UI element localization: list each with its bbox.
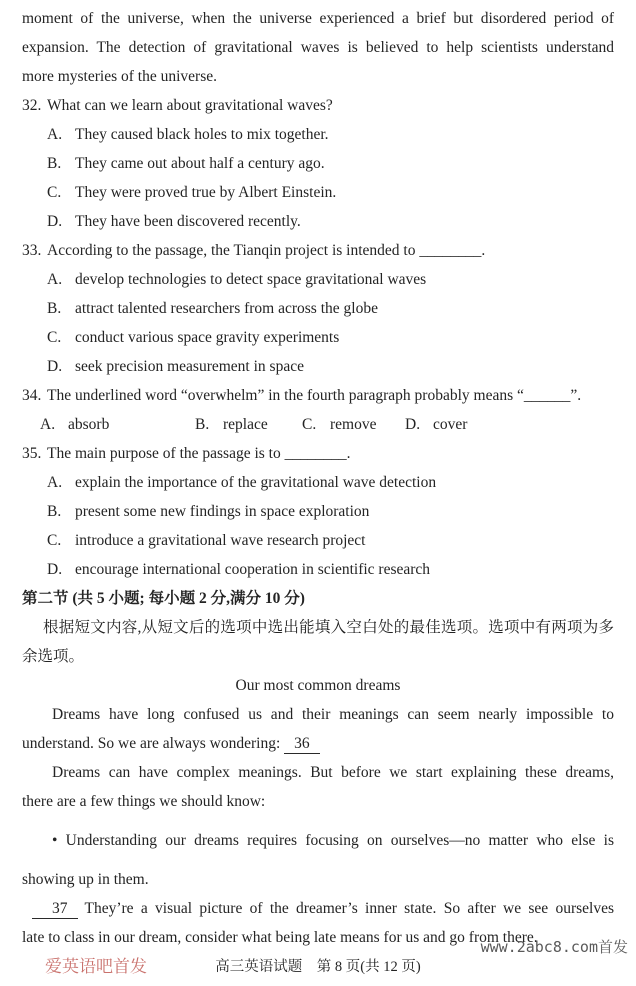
option-text: cover	[433, 416, 468, 433]
option-text: seek precision measurement in space	[75, 358, 304, 375]
footer-watermark-right: www.2abc8.com首发	[480, 938, 628, 956]
cloze-line: Dreams have long confused us and their meanings can seem nearly impossible to	[52, 706, 614, 723]
question-number: 35.	[22, 445, 42, 462]
option-text: They came out about half a century ago.	[75, 155, 325, 172]
cloze-line-text: understand. So we are always wondering:	[22, 735, 281, 752]
cloze-line: late to class in our dream, consider what being late means for us and go from there.	[22, 929, 538, 946]
footer-page-number: 高三英语试题 第 8 页(共 12 页)	[215, 959, 421, 975]
cloze-line: showing up in them.	[22, 871, 149, 888]
question-32	[22, 91, 614, 236]
cloze-bullet-line: • Understanding our dreams requires focusing on ourselves—no matter who else is	[52, 832, 614, 849]
option-label: A.	[47, 126, 63, 143]
option-label: B.	[47, 503, 62, 520]
option-c	[22, 178, 614, 207]
blank-37: 37	[32, 899, 78, 919]
option-a	[22, 468, 614, 497]
option-text: remove	[330, 416, 377, 433]
option-label: C.	[47, 184, 62, 201]
option-d	[22, 555, 614, 584]
section-heading: 第二节 (共 5 小题; 每小题 2 分,满分 10 分)	[22, 590, 305, 607]
option-text: explain the importance of the gravitational wave detection	[75, 474, 437, 491]
question-stem	[22, 439, 614, 468]
cloze-title: Our most common dreams	[235, 677, 401, 694]
option-text: present some new findings in space exploration	[75, 503, 370, 520]
option-a	[40, 410, 195, 439]
question-stem-text: The main purpose of the passage is to ________.	[47, 445, 351, 462]
option-b	[22, 497, 614, 526]
option-label: C.	[47, 329, 62, 346]
option-label: B.	[195, 416, 210, 433]
option-label: C.	[47, 532, 62, 549]
option-label: B.	[47, 155, 62, 172]
option-b	[195, 410, 302, 439]
page-footer	[0, 936, 636, 986]
option-label: D.	[47, 213, 63, 230]
question-stem	[22, 236, 614, 265]
option-label: D.	[405, 416, 421, 433]
option-text: absorb	[68, 416, 110, 433]
option-text: conduct various space gravity experiments	[75, 329, 340, 346]
question-number: 34.	[22, 387, 42, 404]
cloze-line	[22, 894, 614, 923]
option-label: A.	[40, 416, 56, 433]
option-d	[22, 207, 614, 236]
passage-paragraph	[22, 4, 614, 91]
question-stem-text: The underlined word “overwhelm” in the fourth paragraph probably means “______”.	[47, 387, 582, 404]
passage-line: moment of the universe, when the universe experienced a brief but disordered period of	[22, 10, 614, 27]
option-text: They were proved true by Albert Einstein.	[75, 184, 337, 201]
option-d	[405, 410, 614, 439]
question-stem-text: What can we learn about gravitational waves?	[47, 97, 333, 114]
section-instruction-line: 余选项。	[22, 648, 85, 665]
cloze-passage	[22, 671, 614, 952]
option-b	[22, 149, 614, 178]
passage-line: more mysteries of the universe.	[22, 68, 217, 85]
section-instruction-line: 根据短文内容,从短文后的选项中选出能填入空白处的最佳选项。选项中有两项为多	[43, 619, 614, 636]
option-text: attract talented researchers from across the globe	[75, 300, 378, 317]
option-row	[22, 410, 614, 439]
section-2	[22, 584, 614, 671]
option-b	[22, 294, 614, 323]
footer-watermark-left: 爱英语吧首发	[45, 957, 147, 976]
option-label: B.	[47, 300, 62, 317]
passage-line: expansion. The detection of gravitational waves is believed to help scientists understand	[22, 39, 614, 56]
question-number: 33.	[22, 242, 42, 259]
option-a	[22, 265, 614, 294]
option-a	[22, 120, 614, 149]
option-label: A.	[47, 271, 63, 288]
option-text: introduce a gravitational wave research project	[75, 532, 366, 549]
blank-36: 36	[284, 734, 320, 754]
question-33	[22, 236, 614, 381]
option-label: A.	[47, 474, 63, 491]
cloze-line: Dreams can have complex meanings. But before we start explaining these dreams,	[52, 764, 614, 781]
option-c	[22, 526, 614, 555]
cloze-line	[22, 729, 614, 758]
option-label: D.	[47, 561, 63, 578]
option-label: D.	[47, 358, 63, 375]
option-text: develop technologies to detect space gravitational waves	[75, 271, 427, 288]
question-stem	[22, 381, 614, 410]
option-text: They have been discovered recently.	[75, 213, 301, 230]
option-d	[22, 352, 614, 381]
cloze-line: there are a few things we should know:	[22, 793, 266, 810]
option-c	[22, 323, 614, 352]
question-34	[22, 381, 614, 439]
question-stem	[22, 91, 614, 120]
cloze-line-text: They’re a visual picture of the dreamer’s inner state. So after we see ourselves	[84, 900, 614, 917]
question-stem-text: According to the passage, the Tianqin project is intended to ________.	[47, 242, 486, 259]
option-label: C.	[302, 416, 317, 433]
option-text: They caused black holes to mix together.	[75, 126, 329, 143]
question-number: 32.	[22, 97, 42, 114]
option-text: encourage international cooperation in scientific research	[75, 561, 431, 578]
question-35	[22, 439, 614, 584]
option-c	[302, 410, 405, 439]
option-text: replace	[223, 416, 268, 433]
